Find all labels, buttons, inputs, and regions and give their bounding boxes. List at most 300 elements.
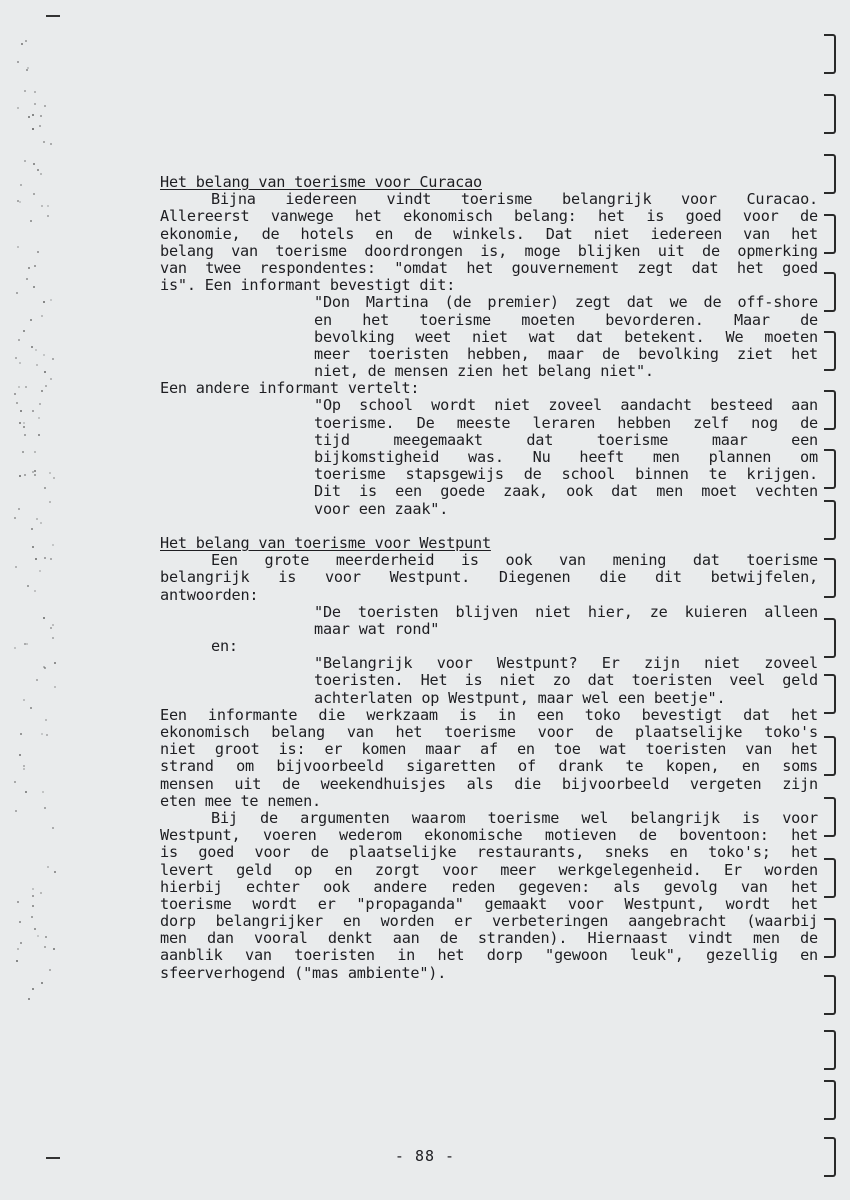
word: leraren	[532, 413, 596, 432]
text-line	[160, 449, 818, 466]
word: tijd	[314, 430, 350, 449]
word: toerisme	[487, 808, 560, 827]
word: van	[346, 723, 374, 741]
word: het	[791, 894, 818, 913]
scan-speck	[17, 901, 19, 903]
scan-speck	[49, 969, 51, 971]
scan-speck	[32, 114, 34, 116]
scan-speck	[40, 892, 42, 894]
text-line	[160, 552, 818, 569]
word: men	[652, 448, 680, 466]
word: vooral	[254, 929, 308, 948]
scan-speck	[34, 91, 36, 93]
scan-speck	[33, 163, 35, 165]
scan-speck	[38, 434, 40, 436]
word: werkzaam	[366, 705, 438, 724]
scan-speck	[34, 470, 36, 472]
word: het	[466, 258, 494, 277]
scan-speck	[26, 643, 28, 645]
word: voor	[567, 894, 604, 913]
word: om	[800, 448, 818, 466]
scan-speck	[40, 173, 42, 175]
word: nog	[751, 413, 778, 432]
scan-speck	[34, 103, 36, 105]
scan-speck	[21, 43, 23, 45]
word: doordrongen	[364, 241, 463, 260]
scan-speck	[45, 936, 47, 938]
word: als	[466, 774, 494, 793]
word: werkgelegenheid.	[558, 860, 702, 879]
word: "De	[314, 602, 341, 621]
word: dan	[207, 929, 234, 948]
word: restaurants,	[476, 843, 585, 862]
scan-speck	[20, 942, 22, 944]
scan-speck	[20, 184, 22, 186]
word: maar	[547, 344, 584, 363]
word: de	[601, 344, 620, 363]
word: af	[480, 740, 498, 759]
word: ook	[566, 482, 593, 501]
word: toeristen.	[314, 671, 404, 690]
scan-speck	[40, 115, 42, 117]
word: die	[318, 705, 346, 724]
scan-speck	[49, 472, 51, 474]
word: Bij	[211, 808, 238, 827]
scan-speck	[50, 378, 52, 380]
text-line	[160, 879, 818, 896]
word: goed	[685, 207, 722, 226]
text-line	[160, 312, 818, 329]
word: Een	[211, 551, 238, 570]
word: en	[314, 310, 332, 329]
word: het	[791, 224, 818, 243]
scan-speck	[18, 339, 20, 341]
word: gevolg	[663, 877, 718, 896]
word: zijn	[644, 654, 680, 673]
scan-speck	[52, 637, 54, 639]
word: meer	[314, 344, 350, 363]
word: dat	[526, 430, 554, 449]
word: moeten	[764, 327, 818, 346]
scan-speck	[31, 916, 33, 918]
scan-speck	[43, 617, 45, 619]
text-line	[160, 415, 818, 432]
binder-hole	[824, 674, 836, 714]
word: om	[236, 757, 254, 776]
word: Westpunt?	[496, 654, 578, 673]
scan-speck	[52, 544, 54, 546]
scan-speck	[44, 557, 46, 559]
text-line	[160, 569, 818, 586]
word: sneks	[604, 843, 650, 862]
scan-speck	[16, 292, 18, 294]
binder-hole	[824, 390, 836, 430]
word: dorp	[160, 912, 196, 931]
word: van	[743, 224, 770, 243]
word: kopen,	[665, 757, 720, 776]
line-text: achterlaten op Westpunt, maar wel een beetje".	[314, 688, 726, 707]
scan-speck	[39, 125, 41, 127]
binder-hole	[824, 736, 836, 776]
word: kuieren	[684, 602, 748, 621]
scan-speck	[23, 330, 25, 332]
word: belang:	[514, 207, 577, 226]
word: niet	[472, 327, 508, 346]
word: hotels	[300, 224, 355, 243]
text-line	[160, 724, 818, 741]
word: is	[646, 207, 665, 226]
word: belangrijk	[562, 190, 652, 209]
scan-speck	[14, 781, 16, 783]
text-line	[160, 346, 818, 363]
scan-speck	[17, 107, 19, 109]
scan-speck	[54, 871, 56, 873]
word: zorgt	[374, 860, 420, 879]
word: "Don	[314, 293, 350, 312]
word: Bijna	[211, 190, 256, 209]
binder-hole	[824, 331, 836, 371]
scan-speck	[25, 791, 27, 793]
text-line	[160, 913, 818, 930]
word: ook	[323, 877, 350, 896]
word: betekent.	[624, 327, 705, 346]
scan-speck	[34, 474, 36, 476]
binder-hole	[824, 797, 836, 837]
word: is	[458, 705, 477, 724]
scan-speck	[18, 386, 20, 388]
scan-speck	[32, 895, 34, 897]
word: zegt	[637, 258, 674, 277]
word: echter	[246, 877, 300, 896]
word: zaak,	[503, 482, 548, 501]
word: voor	[442, 860, 478, 879]
binder-hole	[824, 154, 836, 194]
word: ekonomische	[424, 826, 523, 845]
scan-speck	[49, 501, 51, 503]
text-line	[160, 776, 818, 793]
word: binnen	[635, 465, 689, 484]
word: twee	[205, 258, 242, 277]
word: de	[310, 843, 329, 862]
text-line	[160, 501, 818, 518]
word: voor	[436, 654, 473, 673]
scan-speck	[52, 827, 54, 829]
word: aan	[392, 929, 420, 948]
word: groot	[214, 740, 260, 759]
scan-speck	[23, 426, 25, 428]
word: worden	[764, 860, 818, 879]
word: grote	[264, 551, 310, 570]
scan-speck	[34, 590, 36, 592]
word: zoveel	[764, 654, 818, 673]
text-line	[160, 277, 818, 294]
word: zijn	[782, 774, 818, 793]
scan-speck	[26, 278, 28, 280]
word: het	[362, 310, 390, 329]
word: meegemaakt	[393, 430, 483, 449]
scan-speck	[50, 558, 52, 560]
word: de	[638, 826, 657, 845]
scan-speck	[22, 451, 24, 453]
word: toeristen	[645, 740, 727, 759]
word: worden	[380, 912, 435, 931]
scan-speck	[17, 61, 19, 63]
word: het	[395, 723, 423, 741]
scan-speck	[53, 477, 55, 479]
word: belangrijker	[215, 912, 323, 931]
word: stapsgewijs	[405, 465, 504, 484]
word: toerisme.	[314, 413, 395, 432]
word: ekonomisch	[403, 207, 493, 226]
text-line	[160, 827, 818, 844]
word: meeste	[456, 413, 511, 432]
scan-speck	[17, 246, 19, 248]
text-line	[160, 191, 818, 208]
word: de	[800, 310, 818, 329]
word: veel	[729, 671, 766, 690]
word: ze	[649, 602, 668, 621]
word: het	[791, 877, 818, 896]
binder-hole	[824, 34, 836, 74]
word: moet	[701, 482, 738, 501]
scan-speck	[44, 105, 46, 107]
binder-hole	[824, 1030, 836, 1070]
text-line	[160, 965, 818, 982]
section-heading	[160, 174, 818, 191]
word: goed	[198, 843, 235, 862]
word: die	[599, 568, 627, 587]
word: de	[439, 929, 458, 948]
scan-speck	[54, 686, 56, 688]
scan-speck	[30, 220, 32, 222]
scan-speck	[32, 988, 34, 990]
word: mening	[612, 551, 667, 570]
word: te	[625, 757, 644, 776]
word: voor	[782, 808, 818, 827]
word: wordt	[252, 894, 298, 913]
word: niet	[499, 671, 536, 690]
word: een	[791, 430, 818, 449]
text-line	[160, 930, 818, 947]
text-line	[160, 363, 818, 380]
scan-speck	[30, 319, 32, 321]
word: en	[669, 843, 688, 862]
word: meerderheid	[335, 551, 435, 570]
word: toeristen	[357, 602, 439, 621]
word: Dat	[545, 224, 573, 243]
scan-speck	[20, 733, 22, 735]
binder-hole	[824, 918, 836, 958]
scan-speck	[34, 928, 36, 930]
word: vechten	[755, 482, 818, 501]
scan-speck	[33, 286, 35, 288]
word: weet	[415, 327, 452, 346]
word: Diegenen	[498, 568, 571, 587]
word: Hiernaast	[587, 929, 668, 948]
word: bijvoorbeeld	[561, 774, 670, 793]
word: blijven	[455, 602, 519, 621]
word: toko's;	[708, 843, 771, 862]
scan-speck	[52, 358, 54, 360]
word: ook	[505, 551, 533, 570]
scan-speck	[24, 474, 26, 476]
word: denkt	[327, 929, 373, 948]
scan-speck	[45, 719, 47, 721]
word: het	[791, 843, 818, 862]
word: niet	[535, 602, 571, 621]
word: reden	[450, 877, 496, 896]
word: wederom	[339, 826, 402, 845]
word: belang	[160, 241, 214, 260]
word: en	[741, 757, 760, 776]
scan-speck	[19, 754, 21, 756]
scan-speck	[18, 508, 20, 510]
word: het	[791, 740, 818, 759]
word: andere	[373, 877, 428, 896]
word: was.	[468, 448, 504, 466]
word: boventoon:	[679, 826, 769, 845]
word: Allereerst	[160, 207, 250, 226]
word: besteed	[710, 396, 773, 415]
text-line	[160, 483, 818, 500]
word: aanblik	[160, 946, 223, 965]
word: de	[523, 465, 542, 484]
word: opmerking	[737, 241, 818, 260]
word: voor	[254, 843, 291, 862]
text-line	[160, 896, 818, 913]
scan-speck	[54, 662, 56, 664]
word: dat	[626, 293, 654, 312]
word: betwijfelen,	[710, 568, 818, 587]
text-line	[160, 466, 818, 483]
word: dit	[654, 568, 682, 587]
word: Het	[420, 671, 448, 690]
scan-speck	[14, 647, 16, 649]
text-line	[160, 226, 818, 243]
word: van	[740, 877, 768, 896]
scan-speck	[44, 946, 46, 948]
word: en	[334, 860, 353, 879]
word: We	[725, 327, 744, 346]
word: dat	[692, 551, 720, 570]
word: bijkomstigheid	[314, 448, 440, 466]
word: gouvernement	[511, 258, 619, 277]
word: niet	[704, 654, 740, 673]
text-line	[160, 208, 818, 225]
scan-speck	[25, 40, 27, 42]
word: voor	[681, 190, 717, 209]
word: ziet	[737, 344, 773, 363]
scan-speck	[25, 386, 27, 388]
word: vindt	[688, 929, 733, 948]
word: is	[278, 568, 297, 587]
text-line	[160, 243, 818, 260]
binder-hole	[824, 449, 836, 489]
word: toe	[553, 740, 581, 759]
scan-speck	[28, 267, 30, 269]
word: van	[245, 946, 272, 965]
word: wordt	[431, 396, 476, 415]
word: of	[518, 757, 536, 776]
scan-speck	[50, 627, 52, 629]
scan-speck	[14, 393, 16, 395]
word: er	[454, 912, 473, 931]
text-line	[160, 810, 818, 827]
word: toko	[584, 705, 621, 724]
word: van	[160, 258, 187, 277]
word: vergeten	[689, 774, 762, 793]
word: aangebracht	[628, 912, 727, 931]
word: zoveel	[548, 396, 602, 415]
word: uit	[657, 241, 685, 260]
word: stranden).	[477, 929, 568, 948]
text-line	[160, 638, 818, 655]
text-line	[160, 672, 818, 689]
scan-speck	[31, 346, 33, 348]
word: gemaakt	[484, 894, 548, 913]
word: voeren	[262, 826, 317, 845]
word: Westpunt,	[624, 894, 705, 913]
word: er	[317, 894, 336, 913]
word: Maar	[734, 310, 770, 329]
scan-speck	[28, 116, 30, 118]
word: krijgen.	[746, 465, 818, 484]
word: Westpunt.	[389, 568, 471, 587]
word: Er	[601, 654, 620, 673]
binder-hole	[824, 272, 836, 312]
scan-speck	[32, 546, 34, 548]
scan-speck	[43, 354, 45, 356]
word: de	[595, 723, 614, 741]
binder-hole	[824, 618, 836, 658]
word: "Op	[314, 396, 341, 415]
scan-speck	[46, 734, 48, 736]
word: school	[561, 465, 616, 484]
word: is	[464, 671, 483, 690]
margin-mark-top	[46, 15, 60, 17]
text-line	[160, 260, 818, 277]
scan-speck	[32, 410, 34, 412]
word: toeristen	[368, 344, 449, 363]
word: is:	[278, 740, 306, 759]
scan-speck	[37, 935, 39, 937]
word: bevorderen.	[605, 310, 704, 329]
scan-speck	[47, 866, 49, 868]
scan-speck	[19, 201, 21, 203]
word: de	[260, 808, 278, 827]
scan-speck	[15, 357, 17, 359]
word: winkels.	[453, 224, 525, 243]
word: is	[160, 843, 178, 862]
word: toerisme	[419, 310, 491, 329]
text-line	[160, 655, 818, 672]
scan-speck	[19, 475, 21, 477]
word: de	[703, 293, 722, 312]
line-text: maar wat rond"	[314, 619, 440, 638]
scan-speck	[39, 570, 41, 572]
word: hier,	[587, 602, 633, 621]
word: in	[397, 946, 416, 965]
word: toerisme	[746, 551, 818, 570]
word: komen	[361, 740, 407, 759]
word: is	[359, 482, 377, 501]
word: strand	[160, 757, 214, 776]
word: premier)	[487, 293, 559, 312]
scan-speck	[44, 807, 46, 809]
word: "gewoon	[545, 946, 608, 965]
word: off-shore	[737, 293, 818, 312]
word: en	[342, 912, 361, 931]
